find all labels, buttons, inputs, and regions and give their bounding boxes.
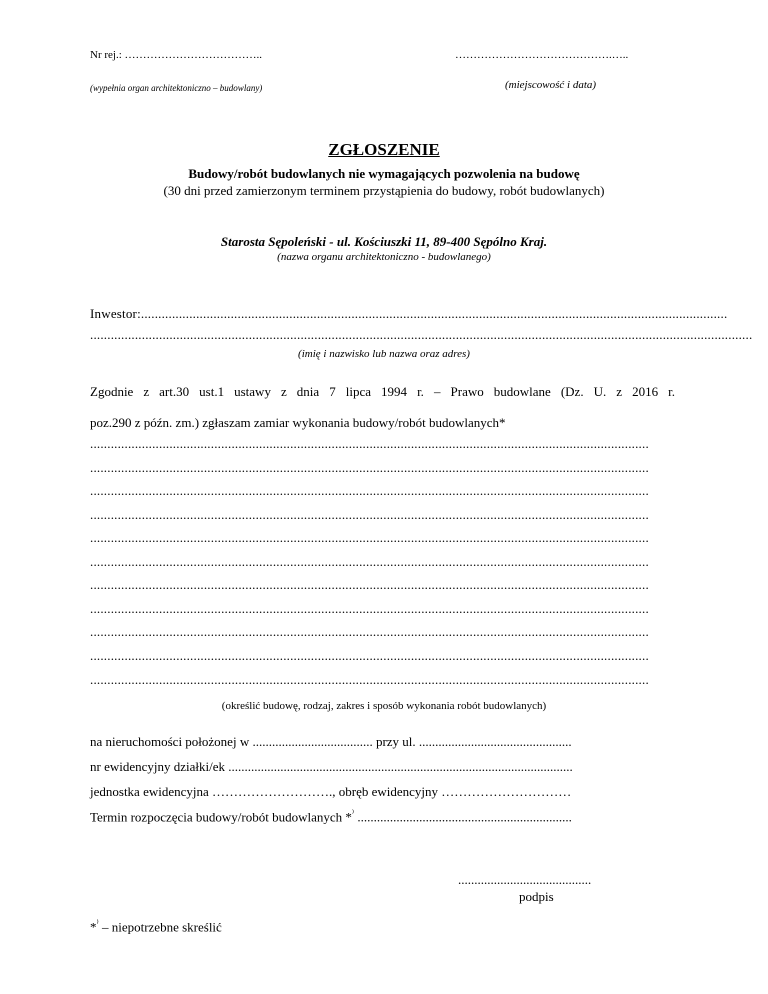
works-line[interactable]: ..................................................................................................................................................................: [90, 507, 649, 522]
works-line[interactable]: ..................................................................................................................................................................: [90, 577, 649, 592]
footnote-text: – niepotrzebne skreślić: [98, 919, 222, 935]
subtitle: Budowy/robót budowlanych nie wymagających pozwolenia na budowę: [188, 166, 580, 181]
declaration-text-1: Zgodnie z art.30 ust.1 ustawy z dnia 7 lipca 1994 r. – Prawo budowlane (Dz. U. z 2016 r.: [90, 384, 675, 399]
works-line[interactable]: ..................................................................................................................................................................: [90, 672, 649, 687]
works-line[interactable]: ..................................................................................................................................................................: [90, 554, 649, 569]
footnote-mark: *: [90, 919, 97, 935]
registry-number-note: (wypełnia organ architektoniczno – budowlany): [90, 83, 263, 93]
registry-number-field[interactable]: Nr rej.: ………………………………..: [90, 49, 263, 61]
works-line[interactable]: ..................................................................................................................................................................: [90, 460, 649, 475]
works-line[interactable]: ..................................................................................................................................................................: [90, 483, 649, 498]
works-line[interactable]: ..................................................................................................................................................................: [90, 601, 649, 616]
declaration-line-2: poz.290 z późn. zm.) zgłaszam zamiar wykonania budowy/robót budowlanych*: [90, 415, 506, 430]
investor-note: (imię i nazwisko lub nazwa oraz adres): [298, 348, 470, 360]
signature-field[interactable]: .........................................: [458, 872, 592, 887]
place-date-note: (miejscowość i data): [505, 79, 597, 91]
investor-field-line2[interactable]: ................................................................................................................................................................................................: [90, 327, 753, 342]
declaration-line-1: [90, 384, 675, 400]
footnote-sup: ⁾: [96, 918, 99, 928]
parcel-number-field[interactable]: nr ewidencyjny działki/ek ..........................................................................................................: [90, 759, 573, 774]
place-date-field[interactable]: …………………………………….…..: [455, 49, 629, 61]
signature-label: podpis: [519, 889, 554, 904]
works-line[interactable]: ..................................................................................................................................................................: [90, 530, 649, 545]
works-line[interactable]: ..................................................................................................................................................................: [90, 648, 649, 663]
property-location-field[interactable]: na nieruchomości położonej w ..................................... przy ul. ...............................................: [90, 734, 572, 749]
footnote: [90, 918, 222, 935]
authority-name: Starosta Sępoleński - ul. Kościuszki 11, 89-400 Sępólno Kraj.: [220, 234, 548, 249]
authority-note: (nazwa organu architektoniczno - budowlanego): [277, 251, 491, 263]
investor-field[interactable]: Inwestor:..........................................................................................................................................................................: [90, 306, 728, 321]
start-date-dots: ..................................................................: [354, 809, 572, 825]
works-note: (określić budowę, rodzaj, zakres i sposób wykonania robót budowlanych): [221, 700, 547, 712]
start-date-label: Termin rozpoczęcia budowy/robót budowlanych *: [90, 809, 352, 825]
works-line[interactable]: ..................................................................................................................................................................: [90, 624, 649, 639]
subtitle-note: (30 dni przed zamierzonym terminem przystąpienia do budowy, robót budowlanych): [163, 183, 605, 198]
footnote-ref: ⁾: [351, 808, 355, 818]
registry-unit-field[interactable]: jednostka ewidencyjna ………………………., obręb ewidencyjny …………………………: [90, 784, 572, 799]
start-date-field[interactable]: [90, 808, 572, 825]
works-line[interactable]: ..................................................................................................................................................................: [90, 436, 649, 451]
page-title: ZGŁOSZENIE: [328, 140, 440, 159]
